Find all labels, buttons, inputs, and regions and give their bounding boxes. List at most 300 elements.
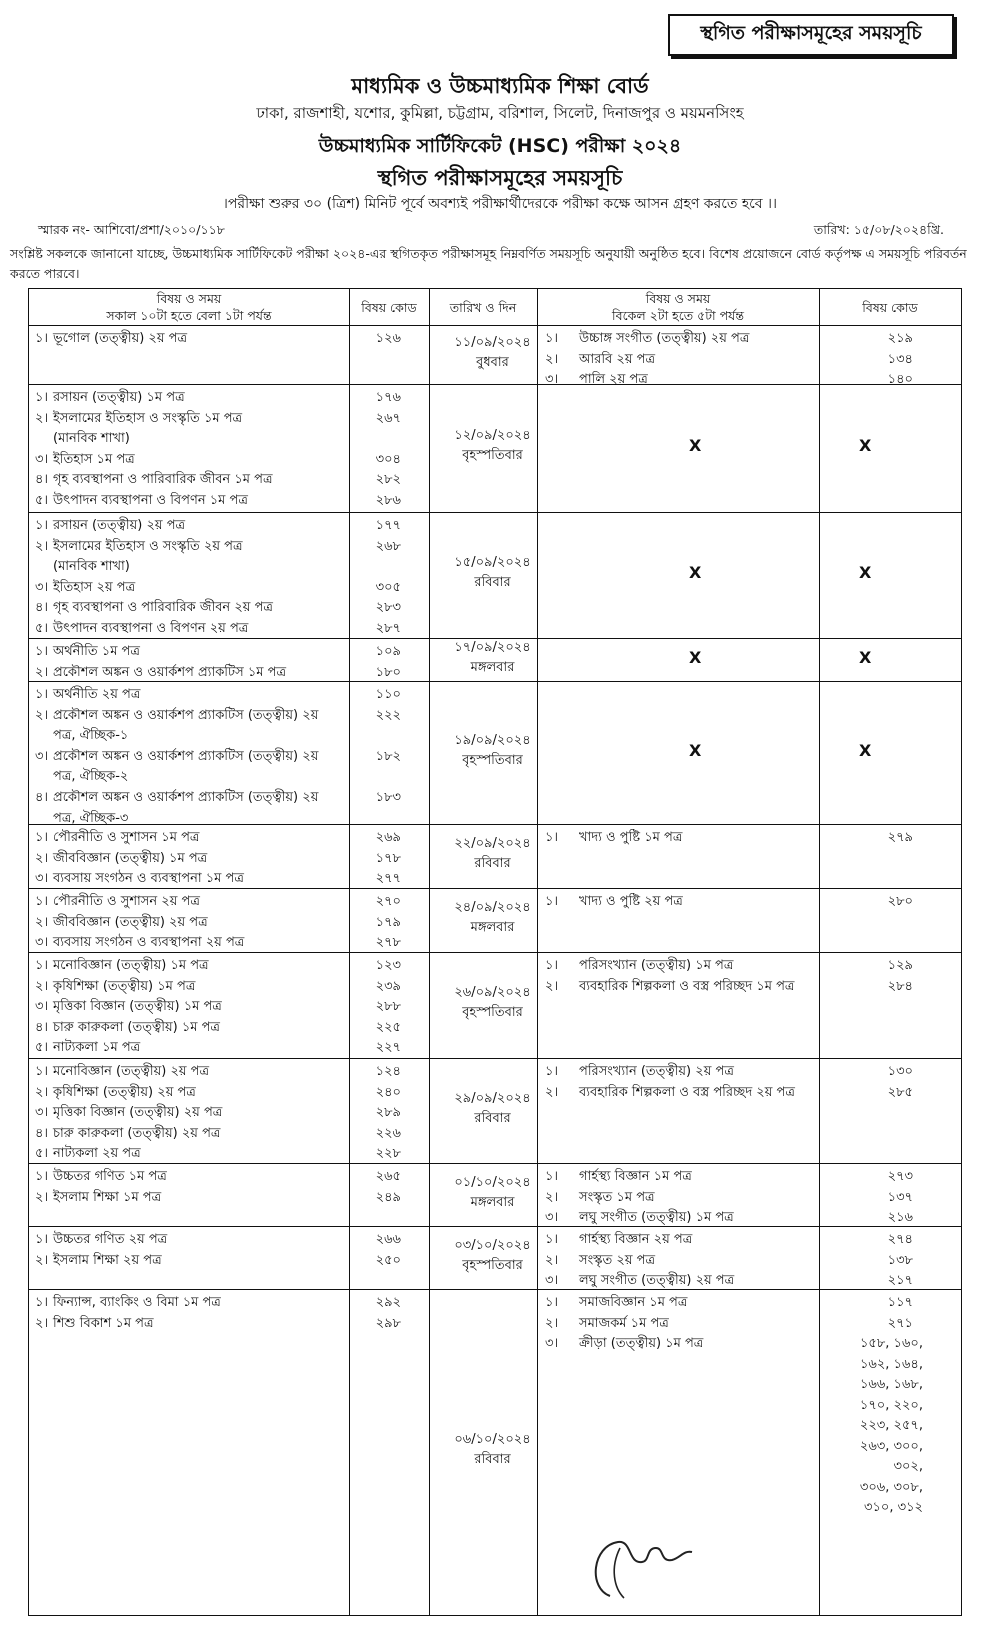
- row-divider: [29, 1163, 961, 1164]
- item-number: ৪।: [35, 1125, 49, 1141]
- row-divider: [29, 1226, 961, 1227]
- morning-subject-item: [35, 537, 243, 557]
- board-name: মাধ্যমিক ও উচ্চমাধ্যমিক শিক্ষা বোর্ড: [351, 74, 649, 98]
- page-title: স্থগিত পরীক্ষাসমূহের সময়সূচি: [377, 166, 623, 190]
- subject-code: ২৮৫: [887, 1084, 913, 1100]
- item-number: ৩।: [35, 748, 49, 764]
- header-code: [349, 289, 429, 325]
- subject-name: আরবি ২য় পত্র: [579, 351, 656, 367]
- subject-code: ২৪৯: [375, 1189, 401, 1205]
- subject-name: উৎপাদন ব্যবস্থাপনা ও বিপণন ২য় পত্র: [53, 621, 249, 636]
- evening-subject-item: [545, 956, 733, 976]
- subject-name: মনোবিজ্ঞান (তত্ত্বীয়) ২য় পত্র: [53, 1064, 210, 1079]
- subject-name: ব্যবহারিক শিল্পকলা ও বস্ত্র পরিচ্ছদ ১ম পত্র: [579, 978, 795, 994]
- subject-name: সংস্কৃত ২য় পত্র: [579, 1252, 656, 1268]
- issue-date: তারিখ: ১৫/০৮/২০২৪খ্রি.: [813, 222, 944, 237]
- item-number: ৩।: [545, 1210, 559, 1226]
- subject-code: ৩০৪: [375, 451, 401, 467]
- subject-name: রসায়ন (তত্ত্বীয়) ২য় পত্র: [53, 518, 186, 533]
- header-code2: [819, 289, 961, 325]
- exam-day: রবিবার: [474, 575, 511, 590]
- subject-code: ২৮৮: [375, 999, 401, 1015]
- subject-name: ব্যবসায় সংগঠন ও ব্যবস্থাপনা ১ম পত্র: [53, 871, 244, 887]
- item-number: ২।: [545, 978, 559, 994]
- morning-subject-item: [35, 1251, 162, 1271]
- row-divider: [29, 952, 961, 953]
- subject-name: রসায়ন (তত্ত্বীয়) ১ম পত্র: [53, 390, 185, 405]
- no-exam-mark: X: [689, 436, 702, 455]
- morning-subject-item: [35, 663, 286, 683]
- morning-subject-item: [35, 997, 222, 1017]
- subject-name: গার্হস্থ্য বিজ্ঞান ২য় পত্র: [579, 1232, 693, 1247]
- item-number: ৫।: [35, 621, 49, 636]
- item-number: ৩।: [35, 871, 49, 887]
- subject-name: ব্যবহারিক শিল্পকলা ও বস্ত্র পরিচ্ছদ ২য় পত্র: [579, 1084, 795, 1100]
- subject-code: ১৭৬: [375, 390, 401, 405]
- subject-name: উচ্চাঙ্গ সংগীত (তত্ত্বীয়) ২য় পত্র: [579, 331, 750, 346]
- morning-subject-item: [35, 1188, 161, 1208]
- evening-subject-item: [545, 828, 682, 848]
- morning-subject-item: [35, 685, 140, 705]
- exam-date: ২২/০৯/২০২৪: [454, 836, 531, 851]
- subject-code: ২৭৪: [887, 1232, 913, 1247]
- subject-name: মনোবিজ্ঞান (তত্ত্বীয়) ১ম পত্র: [53, 958, 209, 973]
- exam-day: বুধবার: [476, 354, 509, 370]
- row-divider: [29, 1289, 961, 1290]
- row-divider: [29, 1058, 961, 1059]
- evening-subject-item: [545, 977, 794, 997]
- subject-name: উচ্চতর গণিত ১ম পত্র: [53, 1169, 167, 1184]
- item-number: ২।: [35, 1315, 49, 1331]
- subject-code: ২১৭: [887, 1273, 913, 1289]
- morning-subject-item: [35, 450, 135, 470]
- date-day-cell: [439, 1089, 546, 1129]
- no-exam-mark: X: [859, 740, 872, 760]
- morning-subject-item: [35, 869, 244, 889]
- subject-code: ১৭৭: [375, 518, 401, 533]
- morning-subject-item: [35, 1018, 220, 1038]
- exam-day: বৃহস্পতিবার: [462, 448, 523, 463]
- morning-subject-item: [35, 516, 185, 536]
- subject-code: ২২৬: [375, 1125, 401, 1141]
- morning-subject-item: [35, 598, 273, 618]
- subject-code: ২৮৯: [375, 1105, 401, 1121]
- subject-name: পালি ২য় পত্র: [579, 372, 648, 388]
- subject-code: ২৩৯: [375, 978, 401, 994]
- subject-code: ২২২: [375, 707, 401, 723]
- morning-subject-item: [35, 933, 244, 953]
- subject-name: পৌরনীতি ও সুশাসন ১ম পত্র: [53, 830, 200, 845]
- morning-subject-item: [35, 1083, 196, 1103]
- subject-name: ইসলামের ইতিহাস ও সংস্কৃতি ২য় পত্র: [53, 538, 243, 554]
- exam-day: বৃহস্পতিবার: [462, 752, 523, 768]
- item-number: ৩।: [545, 1336, 559, 1352]
- item-number: ২।: [35, 850, 49, 866]
- subject-code: ৩০৬, ৩০৮,: [859, 1479, 923, 1495]
- row-divider: [29, 512, 961, 513]
- item-number: ১।: [35, 1295, 49, 1310]
- exam-day: মঙ্গলবার: [470, 1194, 515, 1210]
- item-number: ২।: [545, 1315, 559, 1331]
- evening-subject-item: [545, 370, 648, 390]
- subject-code-list: [813, 1334, 923, 1519]
- subject-code: ২৮৭: [375, 621, 401, 636]
- item-number: ২।: [35, 1084, 49, 1100]
- board-cities: ঢাকা, রাজশাহী, যশোর, কুমিল্লা, চট্টগ্রাম, বরিশাল, সিলেট, দিনাজপুর ও ময়মনসিংহ: [256, 104, 744, 122]
- no-exam-mark: X: [859, 647, 872, 667]
- morning-subject-item: [35, 388, 185, 408]
- subject-name: সমাজবিজ্ঞান ১ম পত্র: [579, 1295, 688, 1310]
- subject-name: পত্র, ঐচ্ছিক-১: [53, 728, 129, 744]
- evening-subject-item: [545, 1314, 669, 1334]
- header-code-label: বিষয় কোড: [361, 299, 417, 315]
- morning-subject-item: [35, 578, 135, 598]
- item-number: ২।: [35, 707, 49, 723]
- item-number: ২।: [545, 1189, 559, 1205]
- signature: [580, 1518, 720, 1618]
- subject-name: ব্যবসায় সংগঠন ও ব্যবস্থাপনা ২য় পত্র: [53, 935, 245, 951]
- subject-code: ১৩০: [887, 1064, 913, 1079]
- item-number: ১।: [545, 1232, 559, 1247]
- subject-name: ইসলাম শিক্ষা ১ম পত্র: [53, 1189, 162, 1205]
- row-divider: [29, 384, 961, 385]
- morning-subject-item: [35, 706, 318, 726]
- item-number: ১।: [545, 1169, 559, 1184]
- evening-subject-item: [545, 1188, 655, 1208]
- no-exam-mark: X: [859, 563, 872, 582]
- morning-subject-item: [35, 1230, 167, 1250]
- item-number: ১।: [545, 1295, 559, 1310]
- subject-code: ১৪০: [887, 372, 913, 388]
- morning-subject-item: [35, 892, 200, 912]
- subject-code: ২৬৫: [375, 1169, 401, 1184]
- no-exam-mark: X: [689, 740, 702, 760]
- exam-date: ১৭/০৯/২০২৪: [454, 639, 531, 655]
- item-number: ২।: [35, 538, 49, 554]
- morning-subject-item: [35, 642, 140, 662]
- item-number: ৩।: [35, 579, 49, 595]
- no-exam-mark: X: [689, 563, 702, 582]
- morning-subject-item: [35, 1062, 209, 1082]
- exam-date: ১২/০৯/২০২৪: [454, 428, 531, 443]
- subject-code: ১২৯: [887, 958, 913, 973]
- subject-name: লঘু সংগীত (তত্ত্বীয়) ২য় পত্র: [579, 1273, 735, 1289]
- subject-code: ১৭৯: [375, 914, 401, 930]
- header-morning: [29, 289, 349, 325]
- subject-code: ২৯২: [375, 1295, 401, 1310]
- subject-name: নাট্যকলা ২য় পত্র: [53, 1146, 141, 1162]
- item-number: ২।: [545, 1252, 559, 1268]
- subject-name: গার্হস্থ্য বিজ্ঞান ১ম পত্র: [579, 1169, 692, 1184]
- subject-code: ৩০২,: [893, 1459, 923, 1475]
- item-number: ১।: [35, 894, 49, 909]
- no-exam-mark: X: [689, 647, 702, 667]
- corner-title-box: স্থগিত পরীক্ষাসমূহের সময়সূচি: [668, 14, 954, 56]
- subject-code: ১১০: [375, 687, 401, 702]
- item-number: ২।: [35, 978, 49, 994]
- header-morning-time: সকাল ১০টা হতে বেলা ১টা পর্যন্ত: [106, 308, 272, 323]
- item-number: ১।: [35, 1232, 49, 1247]
- exam-name: উচ্চমাধ্যমিক সার্টিফিকেট (HSC) পরীক্ষা ২০২৪: [318, 135, 682, 157]
- item-number: ১।: [35, 1064, 49, 1079]
- subject-name: পত্র, ঐচ্ছিক-৩: [53, 810, 129, 826]
- subject-name: ইসলামের ইতিহাস ও সংস্কৃতি ১ম পত্র: [53, 410, 243, 426]
- notice-text: সংশ্লিষ্ট সকলকে জানানো যাচ্ছে, উচ্চমাধ্যমিক সার্টিফিকেট পরীক্ষা ২০২৪-এর স্থগিতকৃত পরীক্ষাসমূহ নিম্নবর্ণিত সময়সূচি অনুযায়ী অনুষ্ঠিত হবে। বিশেষ প্রয়োজনে বোর্ড কর্তৃপক্ষ এ সময়সূচি পরিবর্তন করতে পারবে।: [10, 246, 967, 281]
- subject-name: প্রকৌশল অঙ্কন ও ওয়ার্কশপ প্র্যাকটিস (তত্ত্বীয়) ২য়: [53, 748, 319, 764]
- item-number: ৪।: [35, 472, 49, 488]
- subject-name: প্রকৌশল অঙ্কন ও ওয়ার্কশপ প্র্যাকটিস (তত্ত্বীয়) ২য়: [53, 707, 319, 723]
- item-number: ১।: [545, 894, 559, 909]
- subject-name: মৃত্তিকা বিজ্ঞান (তত্ত্বীয়) ২য় পত্র: [53, 1105, 223, 1121]
- subject-code: ১৩৪: [887, 351, 913, 367]
- morning-subject-item: [35, 557, 130, 577]
- date-day-cell: [439, 1173, 546, 1213]
- header-divider: [29, 325, 961, 326]
- subject-name: পরিসংখ্যান (তত্ত্বীয়) ২য় পত্র: [579, 1064, 734, 1079]
- evening-subject-item: [545, 1334, 703, 1354]
- item-number: ১।: [35, 390, 49, 405]
- date-day-cell: [439, 983, 546, 1023]
- evening-subject-item: [545, 1062, 734, 1082]
- subject-code: ২৮২: [375, 472, 401, 488]
- item-number: ২।: [35, 914, 49, 930]
- subject-name: ইসলাম শিক্ষা ২য় পত্র: [53, 1252, 162, 1268]
- exam-date: ১৫/০৯/২০২৪: [454, 555, 531, 570]
- subject-code: ২৮৩: [375, 600, 401, 616]
- exam-date: ০১/১০/২০২৪: [454, 1174, 531, 1190]
- subject-code: ২৭৮: [375, 935, 401, 951]
- exam-date: ২৬/০৯/২০২৪: [454, 985, 531, 1000]
- subject-code: ৩১০, ৩১২: [864, 1500, 923, 1516]
- header-date: [429, 289, 537, 325]
- morning-subject-item: [35, 788, 318, 808]
- subject-name: গৃহ ব্যবস্থাপনা ও পারিবারিক জীবন ১ম পত্র: [53, 472, 273, 488]
- item-number: ১।: [35, 518, 49, 533]
- header-evening: [537, 289, 819, 325]
- item-number: ১।: [35, 331, 49, 346]
- item-number: ১।: [545, 1064, 559, 1079]
- subject-name: (মানবিক শাখা): [53, 559, 130, 575]
- subject-name: কৃষিশিক্ষা (তত্ত্বীয়) ২য় পত্র: [53, 1084, 196, 1100]
- subject-code: ২২৫: [375, 1019, 401, 1035]
- schedule-table: [28, 288, 962, 1616]
- subject-name: (মানবিক শাখা): [53, 431, 130, 447]
- morning-subject-item: [35, 1293, 221, 1313]
- exam-date: ১৯/০৯/২০২৪: [454, 732, 531, 748]
- evening-subject-item: [545, 1230, 692, 1250]
- subject-code: ১৮২: [375, 748, 401, 764]
- subject-name: প্রকৌশল অঙ্কন ও ওয়ার্কশপ প্র্যাকটিস ১ম পত্র: [53, 664, 286, 680]
- subject-code: ১০৯: [375, 644, 401, 659]
- item-number: ৫।: [35, 1146, 49, 1162]
- subject-code: ২১৯: [887, 331, 913, 346]
- subject-name: সংস্কৃত ১ম পত্র: [579, 1189, 655, 1205]
- subject-name: উচ্চতর গণিত ২য় পত্র: [53, 1232, 168, 1247]
- evening-subject-item: [545, 1293, 687, 1313]
- exam-date: ০৬/১০/২০২৪: [454, 1432, 531, 1447]
- subject-code: ১৩৭: [887, 1189, 913, 1205]
- no-exam-mark: X: [859, 436, 872, 455]
- header-code2-label: বিষয় কোড: [862, 299, 918, 315]
- item-number: ৪।: [35, 790, 49, 805]
- item-number: ২।: [35, 410, 49, 426]
- date-day-cell: [439, 834, 546, 874]
- morning-subject-item: [35, 1124, 220, 1144]
- item-number: ১।: [35, 687, 49, 702]
- evening-subject-item: [545, 1167, 692, 1187]
- subject-code: ২১৬: [887, 1210, 913, 1226]
- subject-code: ২৬৬: [375, 1232, 401, 1247]
- subject-name: পত্র, ঐচ্ছিক-২: [53, 769, 129, 785]
- item-number: ৩।: [545, 1273, 559, 1289]
- date-day-cell: [439, 333, 546, 373]
- morning-subject-item: [35, 913, 208, 933]
- row-divider: [29, 681, 961, 682]
- exam-day: মঙ্গলবার: [470, 659, 515, 675]
- evening-subject-item: [545, 350, 655, 370]
- subject-code: ২৬৯: [375, 830, 401, 845]
- subject-name: সমাজকর্ম ১ম পত্র: [579, 1315, 669, 1331]
- morning-subject-item: [35, 409, 242, 429]
- subject-name: অর্থনীতি ১ম পত্র: [53, 644, 140, 659]
- subject-name: ফিন্যান্স, ব্যাংকিং ও বিমা ১ম পত্র: [53, 1295, 221, 1310]
- item-number: ৩।: [35, 1105, 49, 1121]
- morning-subject-item: [35, 491, 248, 511]
- subject-code: ২৭৩: [887, 1169, 913, 1184]
- evening-subject-item: [545, 1251, 655, 1271]
- item-number: ১।: [545, 830, 559, 845]
- item-number: ১।: [35, 830, 49, 845]
- memo-number: স্মারক নং- আশিবো/প্রশা/২০১০/১১৮: [38, 222, 225, 237]
- subject-code: ১৩৮: [887, 1252, 913, 1268]
- subject-code: ২৭৭: [375, 871, 401, 887]
- subject-code: ২৮৬: [375, 493, 401, 508]
- item-number: ১।: [35, 958, 49, 973]
- exam-date: ২৪/০৯/২০২৪: [454, 900, 531, 915]
- subject-name: খাদ্য ও পুষ্টি ২য় পত্র: [579, 894, 683, 909]
- subject-name: শিশু বিকাশ ১ম পত্র: [53, 1315, 154, 1331]
- item-number: ৩।: [545, 372, 559, 388]
- subject-name: ইতিহাস ২য় পত্র: [53, 579, 136, 595]
- subject-code: ২৬৭: [375, 410, 401, 426]
- subject-code: ২৮০: [887, 894, 913, 909]
- date-day-cell: [439, 426, 546, 466]
- subject-name: অর্থনীতি ২য় পত্র: [53, 687, 141, 702]
- evening-subject-item: [545, 1083, 795, 1103]
- subject-code: ২৭০: [375, 894, 401, 909]
- subject-code: ২৫০: [375, 1252, 401, 1268]
- exam-day: বৃহস্পতিবার: [462, 1257, 523, 1273]
- item-number: ৩।: [35, 935, 49, 951]
- subject-code: ২৬৩, ৩০০,: [859, 1438, 923, 1454]
- subject-code: ১৫৮, ১৬০,: [859, 1336, 923, 1352]
- subject-name: চারু কারুকলা (তত্ত্বীয়) ২য় পত্র: [53, 1125, 221, 1141]
- subject-code: ২৪০: [375, 1084, 401, 1100]
- subject-code: ১২৩: [375, 958, 401, 973]
- evening-subject-item: [545, 329, 749, 349]
- date-day-cell: [439, 1236, 546, 1276]
- subject-code: ১২৬: [375, 331, 401, 346]
- subject-name: উৎপাদন ব্যবস্থাপনা ও বিপণন ১ম পত্র: [53, 493, 248, 508]
- subject-code: ১৮৩: [375, 790, 401, 805]
- exam-date: ১১/০৯/২০২৪: [454, 334, 531, 350]
- item-number: ১।: [35, 1169, 49, 1184]
- morning-subject-item: [35, 1038, 140, 1058]
- morning-subject-item: [35, 747, 318, 767]
- subject-code: ১৬৬, ১৬৮,: [859, 1377, 923, 1393]
- header-evening-time: বিকেল ২টা হতে ৫টা পর্যন্ত: [612, 308, 744, 323]
- date-day-cell: [439, 1430, 546, 1470]
- subject-code: ২৯৮: [375, 1315, 401, 1331]
- morning-subject-item: [35, 1144, 141, 1164]
- subject-code: ২৭১: [887, 1315, 913, 1331]
- subject-name: চারু কারুকলা (তত্ত্বীয়) ১ম পত্র: [53, 1019, 220, 1035]
- morning-subject-item: [35, 329, 187, 349]
- subject-code: ২৬৮: [375, 538, 401, 554]
- item-number: ৫।: [35, 493, 49, 508]
- subject-name: পরিসংখ্যান (তত্ত্বীয়) ১ম পত্র: [579, 958, 734, 973]
- subject-code: ১৭০, ২২০,: [859, 1397, 923, 1413]
- morning-subject-item: [35, 470, 273, 490]
- evening-subject-item: [545, 892, 683, 912]
- exam-day: রবিবার: [474, 1452, 511, 1467]
- exam-day: বৃহস্পতিবার: [462, 1005, 523, 1020]
- morning-subject-item: [35, 1167, 167, 1187]
- date-day-cell: [439, 731, 546, 771]
- item-number: ৫।: [35, 1040, 49, 1056]
- morning-subject-item: [35, 809, 128, 829]
- subject-name: লঘু সংগীত (তত্ত্বীয়) ১ম পত্র: [579, 1210, 734, 1226]
- exam-date: ০৩/১০/২০২৪: [454, 1237, 531, 1253]
- subject-code: ১৮০: [375, 664, 401, 680]
- date-day-cell: [439, 898, 546, 938]
- morning-subject-item: [35, 429, 130, 449]
- item-number: ৪।: [35, 600, 49, 616]
- subject-name: ইতিহাস ১ম পত্র: [53, 451, 135, 467]
- morning-subject-item: [35, 828, 199, 848]
- subject-name: গৃহ ব্যবস্থাপনা ও পারিবারিক জীবন ২য় পত্র: [53, 600, 273, 616]
- subject-code: ২২৮: [375, 1146, 401, 1162]
- exam-day: মঙ্গলবার: [470, 920, 515, 935]
- morning-subject-item: [35, 1314, 154, 1334]
- morning-subject-item: [35, 619, 248, 639]
- row-divider: [29, 824, 961, 825]
- subject-code: ১২৪: [375, 1064, 401, 1079]
- subject-code: ২২৭: [375, 1040, 401, 1056]
- item-number: ১।: [35, 644, 49, 659]
- morning-subject-item: [35, 956, 209, 976]
- exam-day: রবিবার: [474, 856, 511, 871]
- morning-subject-item: [35, 1103, 222, 1123]
- header-evening-subject: বিষয় ও সময়: [645, 291, 711, 306]
- item-number: ২।: [35, 1189, 49, 1205]
- exam-day: রবিবার: [474, 1110, 511, 1126]
- subject-code: ১১৭: [887, 1295, 913, 1310]
- morning-subject-item: [35, 849, 207, 869]
- header-date-label: তারিখ ও দিন: [449, 299, 517, 315]
- subject-name: ভূগোল (তত্ত্বীয়) ২য় পত্র: [53, 331, 188, 346]
- item-number: ১।: [545, 331, 559, 346]
- subject-code: ১৭৮: [375, 850, 401, 866]
- subject-name: ক্রীড়া (তত্ত্বীয়) ১ম পত্র: [579, 1336, 704, 1352]
- item-number: ৩।: [35, 999, 49, 1015]
- subject-code: ২৮৪: [887, 978, 913, 994]
- item-number: ২।: [35, 1252, 49, 1268]
- morning-subject-item: [35, 726, 128, 746]
- subject-name: প্রকৌশল অঙ্কন ও ওয়ার্কশপ প্র্যাকটিস (তত্ত্বীয়) ২য়: [53, 790, 319, 805]
- subject-name: নাট্যকলা ১ম পত্র: [53, 1040, 141, 1056]
- subject-code: ১৬২, ১৬৪,: [859, 1356, 923, 1372]
